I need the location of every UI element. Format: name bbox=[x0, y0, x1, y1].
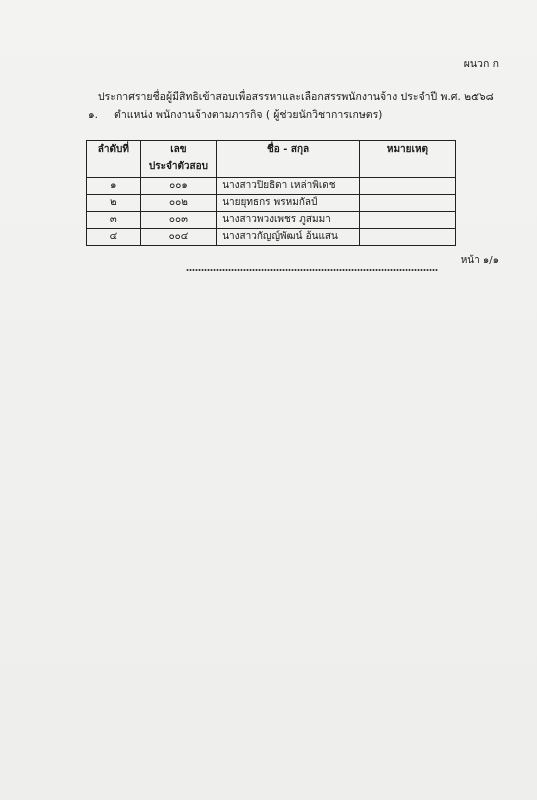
position-number: ๑. bbox=[88, 109, 99, 121]
end-of-document-divider bbox=[186, 268, 438, 272]
candidate-table bbox=[86, 140, 456, 246]
appendix-label: ผนวก ก bbox=[463, 58, 499, 70]
table-header-row bbox=[87, 141, 456, 178]
cell-name: นางสาวปิยธิดา เหล่าพิเดช bbox=[217, 178, 360, 195]
cell-no: ๓ bbox=[87, 212, 141, 229]
cell-note bbox=[359, 212, 455, 229]
position-text: ตำแหน่ง พนักงานจ้างตามภารกิจ ( ผู้ช่วยนักวิชาการเกษตร) bbox=[114, 109, 383, 121]
table-row bbox=[87, 212, 456, 229]
cell-name: นางสาวพวงเพชร ภูสมมา bbox=[217, 212, 360, 229]
column-header-no: ลำดับที่ bbox=[87, 141, 141, 178]
cell-no: ๔ bbox=[87, 229, 141, 246]
column-header-name: ชื่อ - สกุล bbox=[217, 141, 360, 178]
cell-note bbox=[359, 229, 455, 246]
cell-exam-id: ๐๐๓ bbox=[140, 212, 217, 229]
cell-name: นายยุทธกร พรหมกัลป์ bbox=[217, 195, 360, 212]
cell-name: นางสาวกัญญ์พัฒน์ อ้นแสน bbox=[217, 229, 360, 246]
cell-exam-id: ๐๐๑ bbox=[140, 178, 217, 195]
page-number: หน้า ๑/๑ bbox=[460, 255, 499, 266]
document-title: ประกาศรายชื่อผู้มีสิทธิเข้าสอบเพื่อสรรหาและเลือกสรรพนักงานจ้าง ประจำปี พ.ศ. ๒๕๖๘ bbox=[98, 91, 494, 103]
table-row bbox=[87, 178, 456, 195]
table-row bbox=[87, 195, 456, 212]
column-header-exam-id-line1: เลข bbox=[170, 144, 187, 155]
cell-note bbox=[359, 178, 455, 195]
cell-note bbox=[359, 195, 455, 212]
cell-exam-id: ๐๐๔ bbox=[140, 229, 217, 246]
column-header-exam-id bbox=[140, 141, 217, 178]
column-header-note: หมายเหตุ bbox=[359, 141, 455, 178]
column-header-exam-id-line2: ประจำตัวสอบ bbox=[148, 161, 209, 172]
cell-exam-id: ๐๐๒ bbox=[140, 195, 217, 212]
table-row bbox=[87, 229, 456, 246]
position-heading bbox=[88, 106, 382, 123]
cell-no: ๒ bbox=[87, 195, 141, 212]
cell-no: ๑ bbox=[87, 178, 141, 195]
